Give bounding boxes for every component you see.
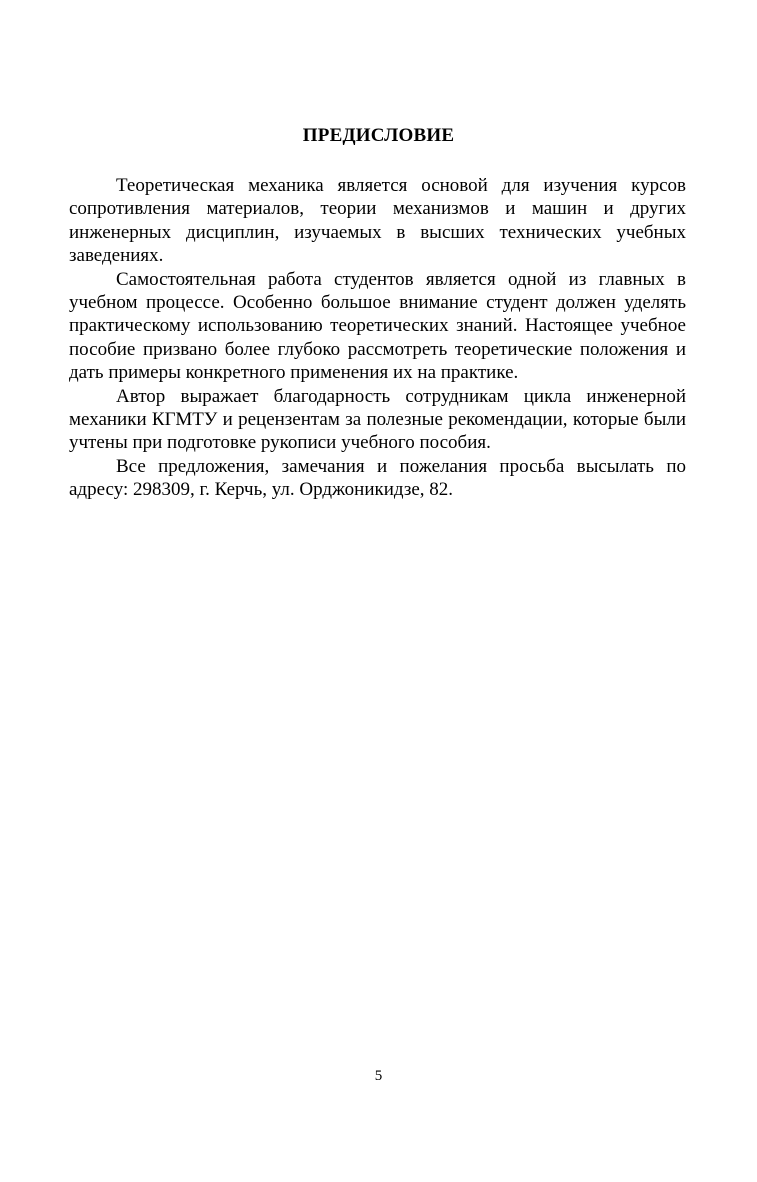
paragraph: Самостоятельная работа студентов является одной из главных в учебном процессе. Особенно большое внимание студент должен уделять практическому использованию теоретических знаний. Настоящее учебное пособие призвано более глубоко рассмотреть теоретические положения и дать примеры конкретного применения их на практике. [69,268,686,384]
paragraph: Теоретическая механика является основой для изучения курсов сопротивления материалов, теории механизмов и машин и других инженерных дисциплин, изучаемых в высших технических учебных заведениях. [69,175,686,267]
paragraph: Все предложения, замечания и пожелания просьба высылать по адресу: 298309, г. Керчь, ул. Орджоникидзе, 82. [69,455,686,501]
page-title: ПРЕДИСЛОВИЕ [302,125,455,146]
page-number: 5 [374,1068,383,1084]
paragraph: Автор выражает благодарность сотрудникам цикла инженерной механики КГМТУ и рецензентам за полезные рекомендации, которые были учтены при подготовке рукописи учебного пособия. [69,385,686,454]
preface-body [69,174,686,502]
